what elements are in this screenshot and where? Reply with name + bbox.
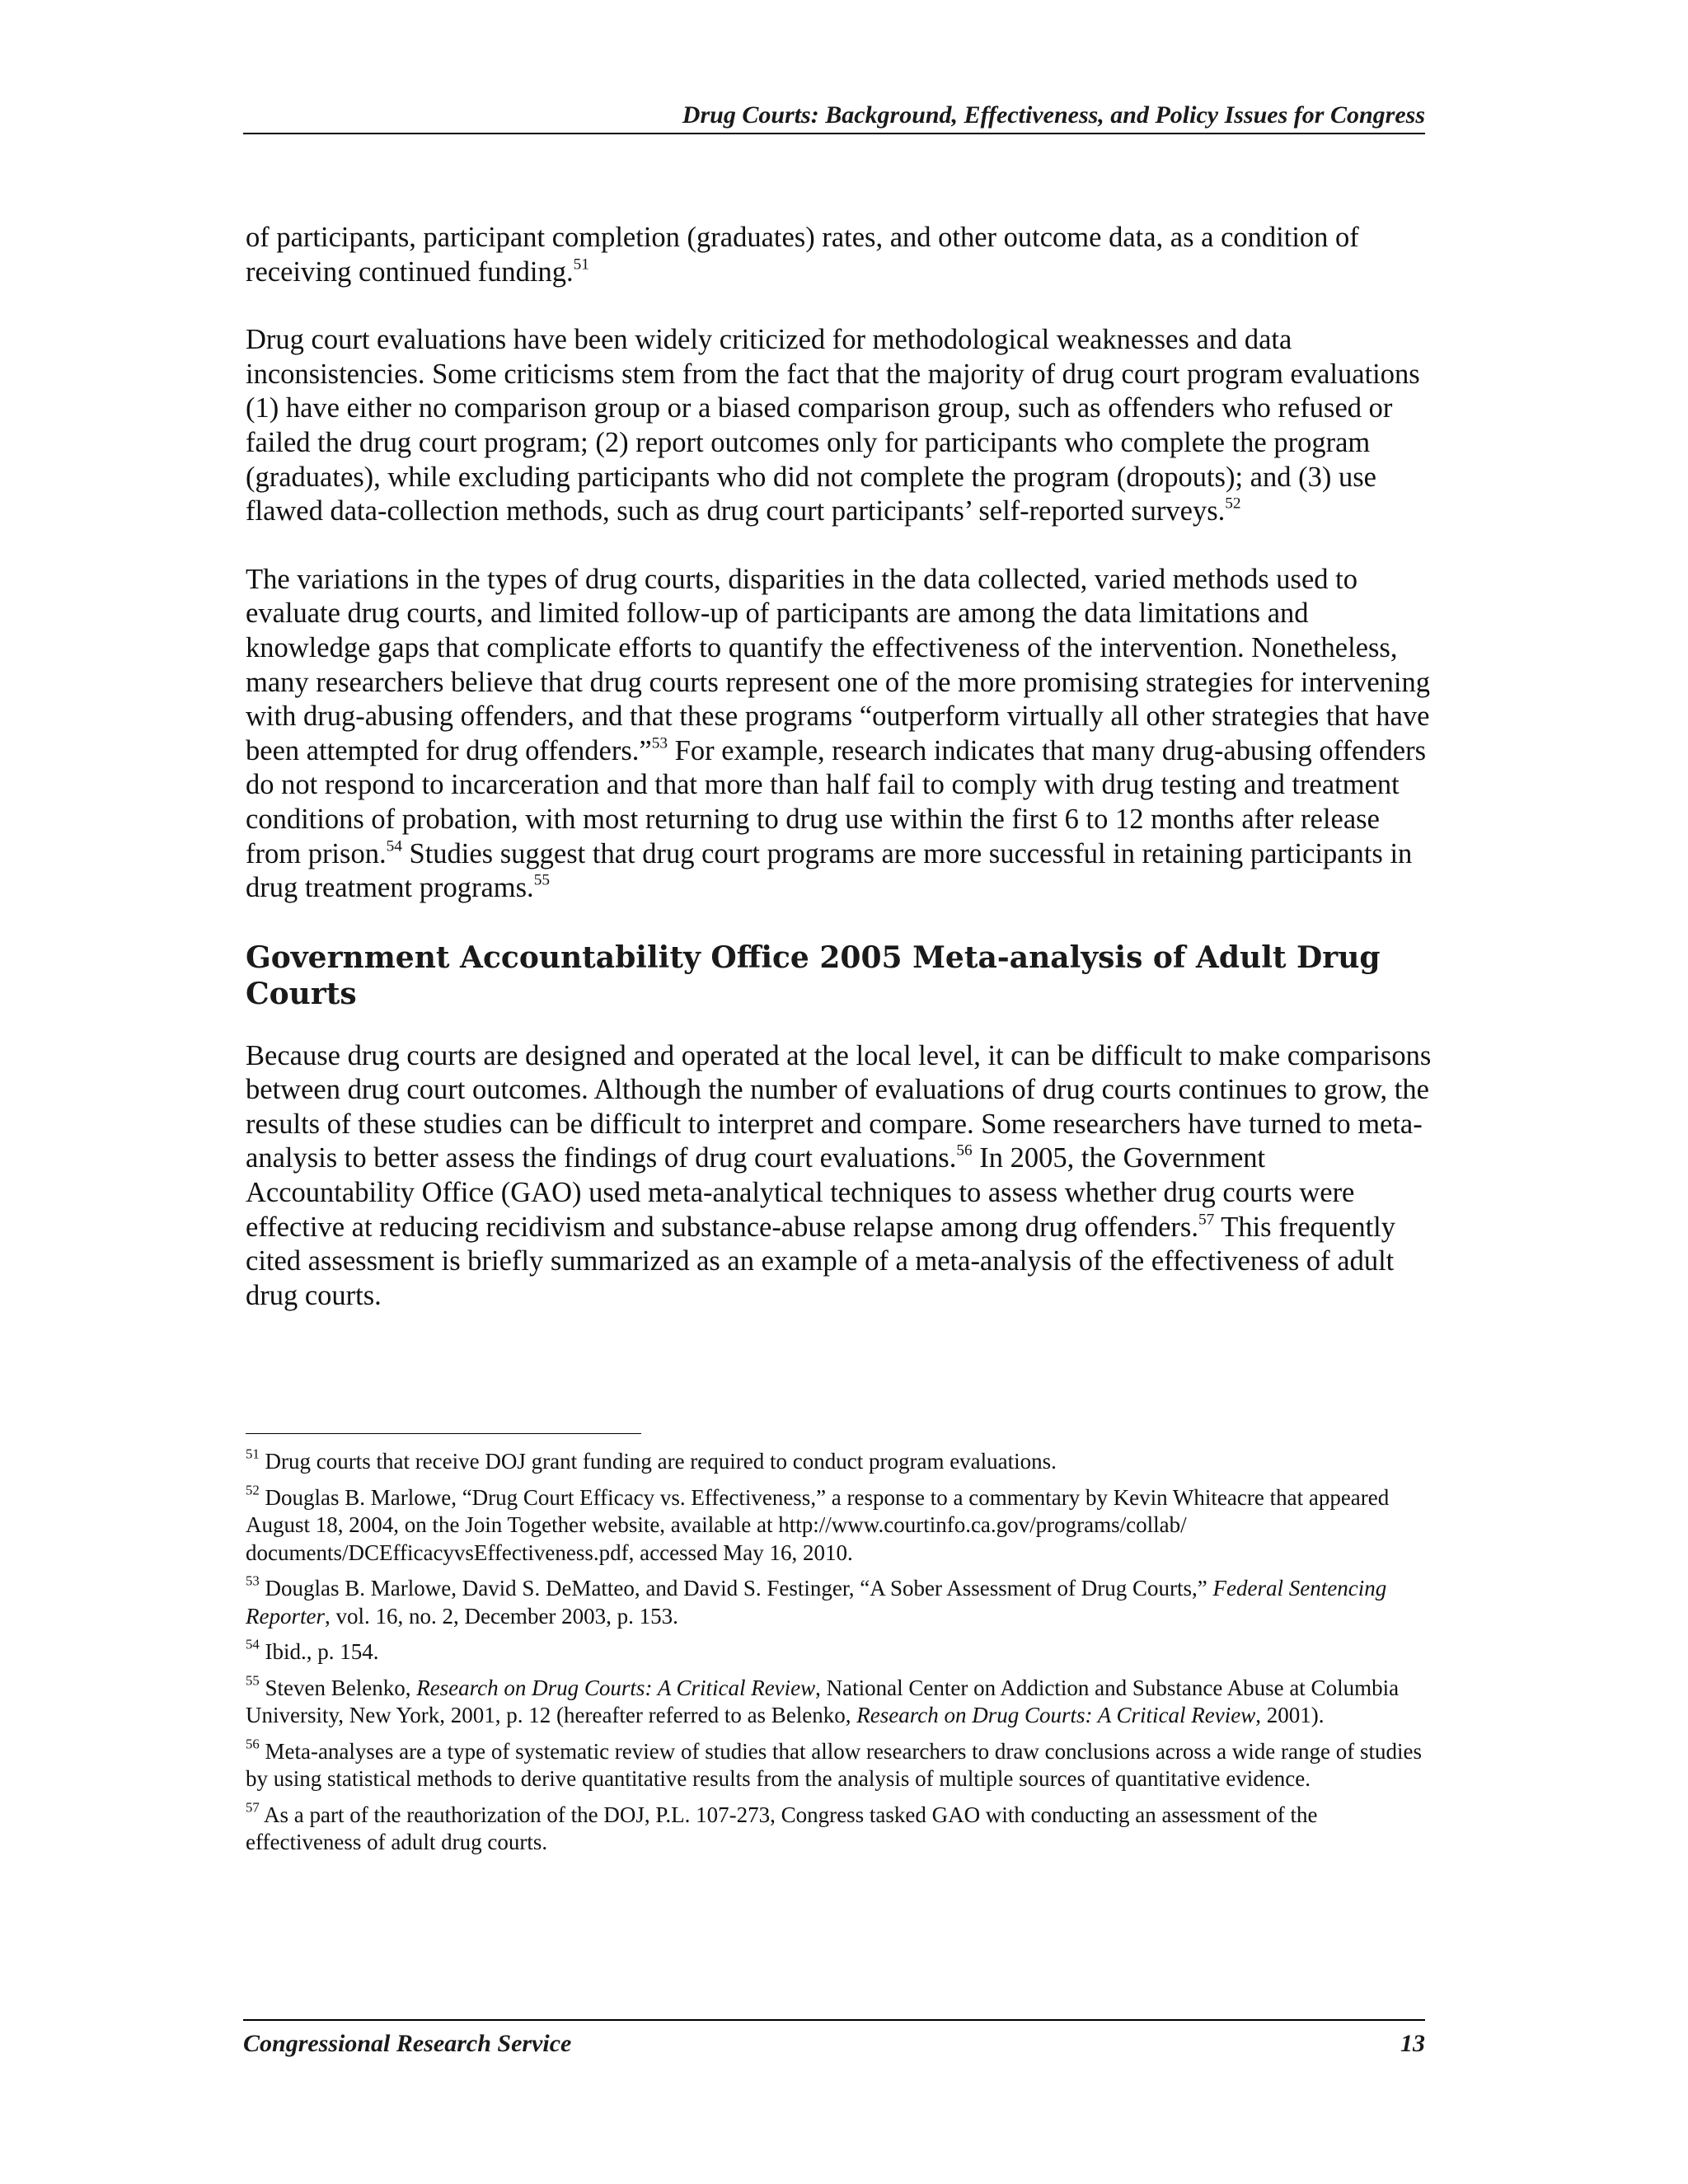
footnote-separator	[246, 1433, 641, 1434]
footnote-54: $^{54}$ Ibid., p. 154.	[246, 1636, 379, 1664]
header-rule	[243, 133, 1425, 134]
footnote-ref-56[interactable]: 56	[956, 1141, 973, 1160]
footnote-ref-53[interactable]: 53	[651, 734, 668, 752]
footnote-ref-55[interactable]: 55	[533, 871, 550, 889]
section-heading: Government Accountability Office 2005 Meta-analysis of Adult Drug Courts	[246, 940, 1381, 1011]
footnotes	[246, 1448, 1432, 1865]
footnote-55: $^{55}$ Steven Belenko, Research on Drug Courts: A Critical Review, National Center on Addiction and Substance Abuse at Columbia University, New York, 2001, p. 12 (hereafter referred to as Belenko, Research on Drug Courts: A Critical Review, 2001).	[246, 1671, 1400, 1727]
paragraph-1: of participants, participant completion (graduates) rates, and other outcome data, as a condition of receiving continued funding.$^{51}$	[246, 222, 1359, 288]
body-text	[246, 221, 1432, 1347]
paragraph-2: Drug court evaluations have been widely criticized for methodological weaknesses and data inconsistencies. Some criticisms stem from the fact that the majority of drug court program evaluations (1) have either no comparison group or a biased comparison group, such as offenders who refused or failed the drug court program; (2) report outcomes only for participants who complete the program (graduates), while excluding participants who did not complete the program (dropouts); and (3) use flawed data-collection methods, such as drug court participants’ self-reported surveys.$^{52}$	[246, 324, 1420, 527]
footnote-57: $^{57}$ As a part of the reauthorization of the DOJ, P.L. 107-273, Congress tasked GAO with conducting an assessment of the effectiveness of adult drug courts.	[246, 1798, 1318, 1854]
footnote-ref-54[interactable]: 54	[386, 837, 402, 855]
footnote-51: $^{51}$ Drug courts that receive DOJ grant funding are required to conduct program evaluations.	[246, 1446, 1057, 1474]
footer-organization: Congressional Research Service	[243, 2030, 572, 2057]
page-number: 13	[1400, 2030, 1425, 2057]
footnote-52: $^{52}$ Douglas B. Marlowe, “Drug Court Efficacy vs. Effectiveness,” a response to a commentary by Kevin Whiteacre that appeared August 18, 2004, on the Join Together website, available at http://www.courtinfo.ca.gov/programs/collab/ documents/DCEfficacyvsEffectiveness.pdf, accessed May 16, 2010.	[246, 1481, 1390, 1565]
paragraph-3: The variations in the types of drug courts, disparities in the data collected, varied methods used to evaluate drug courts, and limited follow-up of participants are among the data limitations and knowledge gaps that complicate efforts to quantify the effectiveness of the intervention. Nonetheless, many researchers believe that drug courts represent one of the more promising strategies for intervening with drug-abusing offenders, and that these programs “outperform virtually all other strategies that have been attempted for drug offenders.”$^{53}$ For example, research indicates that many drug-abusing offenders do not respond to incarceration and that more than half fail to comply with drug testing and treatment conditions of probation, with most returning to drug use within the first 6 to 12 months after release from prison.$^{54}$ Studies suggest that drug court programs are more successful in retaining participants in drug treatment programs.$^{55}$	[246, 563, 1430, 904]
footnote-ref-51[interactable]: 51	[573, 255, 589, 274]
paragraph-4: Because drug courts are designed and operated at the local level, it can be difficult to make comparisons between drug court outcomes. Although the number of evaluations of drug courts continues to grow, the results of these studies can be difficult to interpret and compare. Some researchers have turned to meta-analysis to better assess the findings of drug court evaluations.$^{56}$ In 2005, the Government Accountability Office (GAO) used meta-analytical techniques to assess whether drug courts were effective at reducing recidivism and substance-abuse relapse among drug offenders.$^{57}$ This frequently cited assessment is briefly summarized as an example of a meta-analysis of the effectiveness of adult drug courts.	[246, 1039, 1432, 1311]
footnote-ref-57[interactable]: 57	[1198, 1211, 1215, 1229]
running-footer	[243, 2029, 1425, 2059]
footer-rule	[243, 2019, 1425, 2021]
running-header: Drug Courts: Background, Effectiveness, and Policy Issues for Congress	[682, 101, 1425, 129]
footnote-56: $^{56}$ Meta-analyses are a type of systematic review of studies that allow researchers to draw conclusions across a wide range of studies by using statistical methods to derive quantitative results from the analysis of multiple sources of quantitative evidence.	[246, 1735, 1422, 1791]
footnote-53: $^{53}$ Douglas B. Marlowe, David S. DeMatteo, and David S. Festinger, “A Sober Assessment of Drug Courts,” Federal Sentencing Reporter, vol. 16, no. 2, December 2003, p. 153.	[246, 1572, 1387, 1629]
footnote-ref-52[interactable]: 52	[1225, 494, 1241, 513]
